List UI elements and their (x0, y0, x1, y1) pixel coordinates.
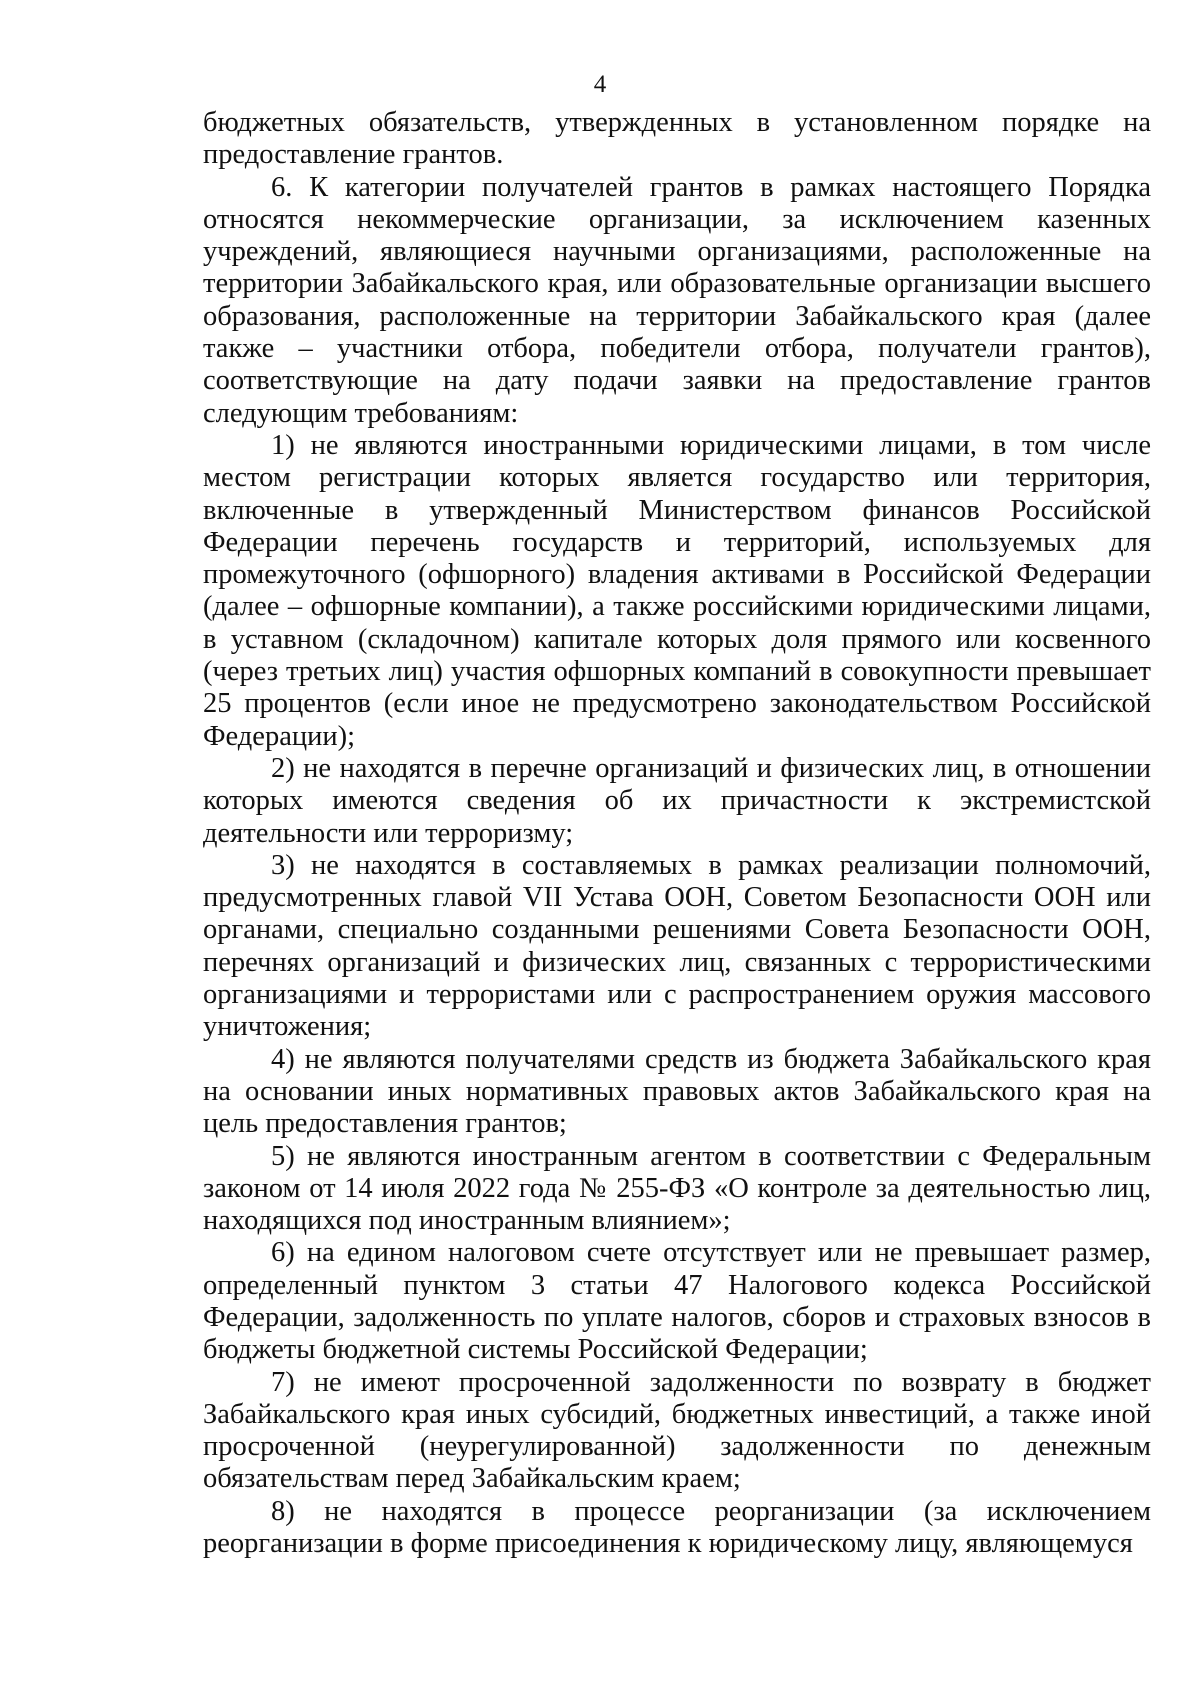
page-number: 4 (593, 71, 607, 98)
paragraph-subitem-6: 6) на едином налоговом счете отсутствует или не превышает размер, определенный пунктом 3 статьи 47 Налогового кодекса Российской Федерации, задолженность по уплате налогов, сборов и страховых взносов в бюджеты бюджетной системы Российской Федерации; (203, 1237, 1151, 1366)
paragraph-subitem-8: 8) не находятся в процессе реорганизации (за исключением реорганизации в форме присоединения к юридическому лицу, являющемуся (203, 1495, 1151, 1560)
document-body (203, 107, 1151, 1560)
paragraph-subitem-2: 2) не находятся в перечне организаций и физических лиц, в отношении которых имеются сведения об их причастности к экстремистской деятельности или терроризму; (203, 752, 1151, 849)
paragraph-subitem-3: 3) не находятся в составляемых в рамках реализации полномочий, предусмотренных главой VII Устава ООН, Советом Безопасности ООН или органами, специально созданными решениями Совета Безопасности ООН, перечнях организаций и физических лиц, связанных с террористическими организациями и террористами или с распространением оружия массового уничтожения; (203, 849, 1151, 1043)
paragraph-item-6: 6. К категории получателей грантов в рамках настоящего Порядка относятся некоммерческие организации, за исключением казенных учреждений, являющиеся научными организациями, расположенные на территории Забайкальского края, или образовательные организации высшего образования, расположенные на территории Забайкальского края (далее также – участники отбора, победители отбора, получатели грантов), соответствующие на дату подачи заявки на предоставление грантов следующим требованиям: (203, 171, 1151, 429)
paragraph-subitem-5: 5) не являются иностранным агентом в соответствии с Федеральным законом от 14 июля 2022 года № 255-ФЗ «О контроле за деятельностью лиц, находящихся под иностранным влиянием»; (203, 1140, 1151, 1237)
paragraph-subitem-4: 4) не являются получателями средств из бюджета Забайкальского края на основании иных нормативных правовых актов Забайкальского края на цель предоставления грантов; (203, 1043, 1151, 1140)
paragraph-subitem-1: 1) не являются иностранными юридическими лицами, в том числе местом регистрации которых является государство или территория, включенные в утвержденный Министерством финансов Российской Федерации перечень государств и территорий, используемых для промежуточного (офшорного) владения активами в Российской Федерации (далее – офшорные компании), а также российскими юридическими лицами, в уставном (складочном) капитале которых доля прямого или косвенного (через третьих лиц) участия офшорных компаний в совокупности превышает 25 процентов (если иное не предусмотрено законодательством Российской Федерации); (203, 429, 1151, 752)
paragraph-continuation: бюджетных обязательств, утвержденных в установленном порядке на предоставление грантов. (203, 107, 1151, 171)
paragraph-subitem-7: 7) не имеют просроченной задолженности по возврату в бюджет Забайкальского края иных субсидий, бюджетных инвестиций, а также иной просроченной (неурегулированной) задолженности по денежным обязательствам перед Забайкальским краем; (203, 1366, 1151, 1495)
